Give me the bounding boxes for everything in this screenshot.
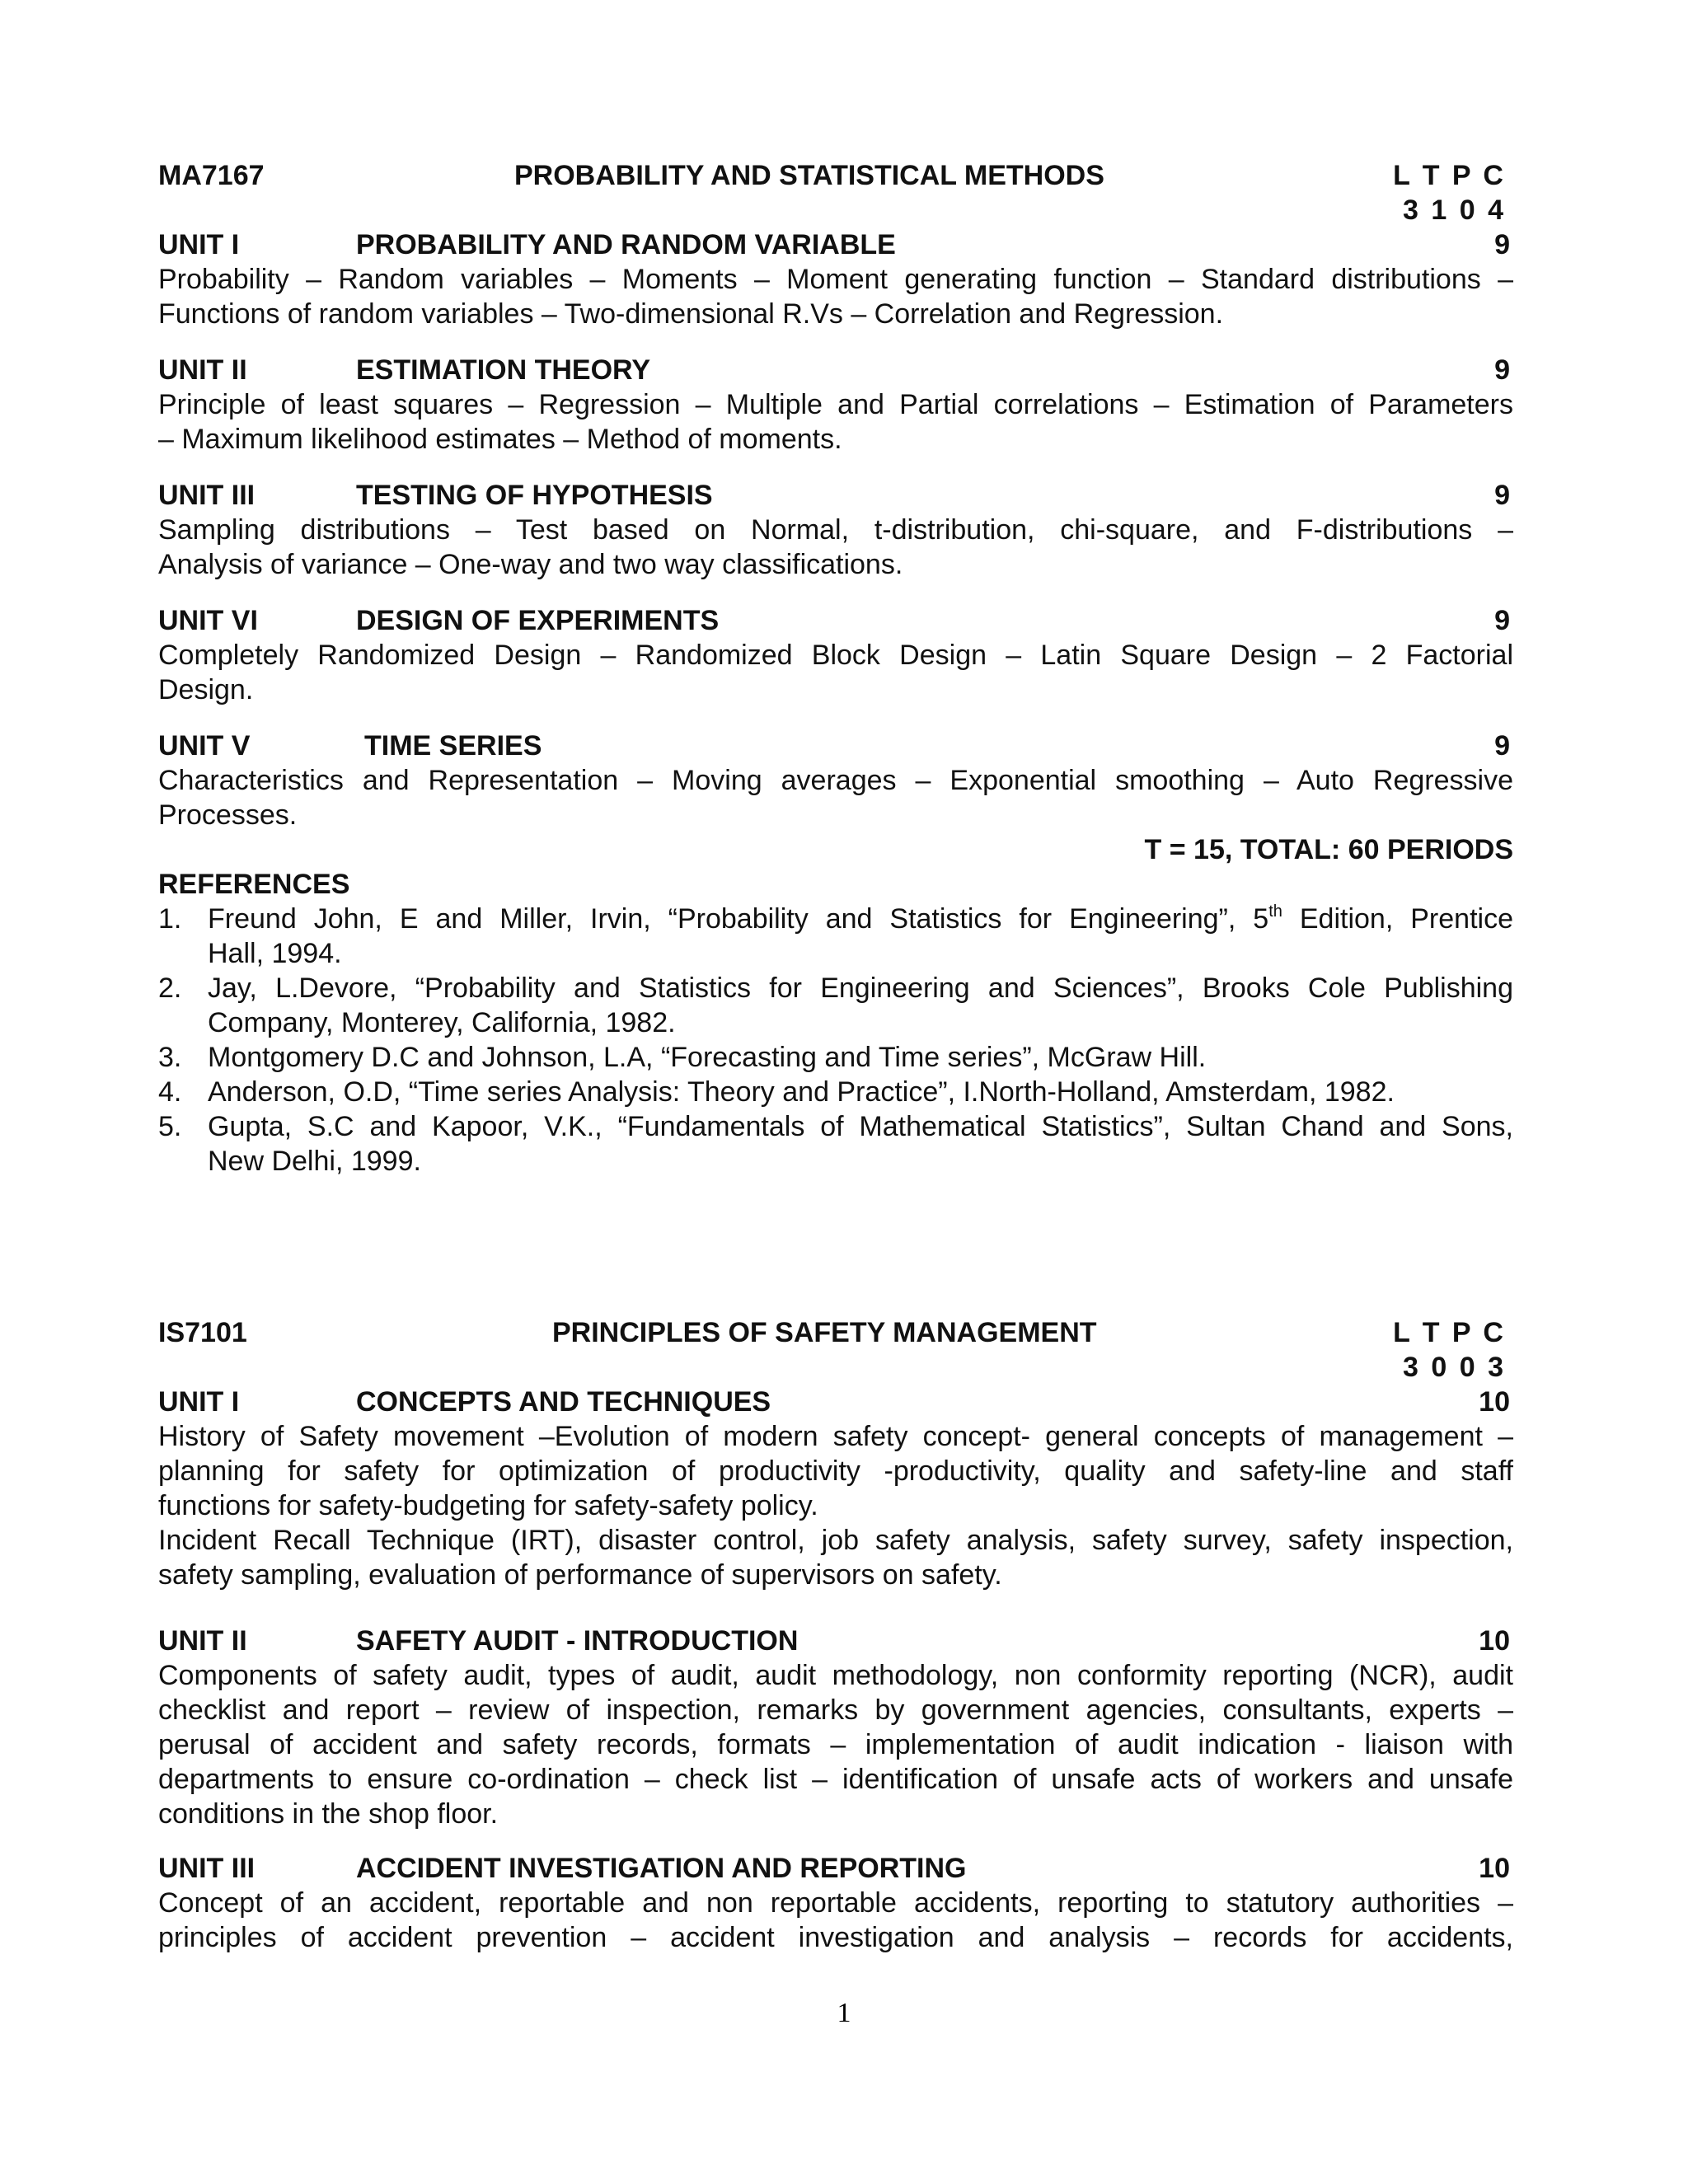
text-line: Characteristics and Representation – Moving averages – Exponential smoothing – Auto Regressive <box>158 765 1513 796</box>
unit-heading <box>158 478 1513 513</box>
unit-heading <box>158 729 1513 763</box>
unit-description <box>158 262 1513 331</box>
unit-title: PROBABILITY AND RANDOM VARIABLE <box>356 229 896 260</box>
unit-title: TIME SERIES <box>364 730 542 762</box>
reference-item <box>158 1109 1513 1179</box>
text-line: Analysis of variance – One-way and two way classifications. <box>158 549 903 580</box>
unit-code: UNIT II <box>158 354 247 386</box>
text-line: Completely Randomized Design – Randomized Block Design – Latin Square Design – 2 Factorial <box>158 640 1513 671</box>
reference-text: Freund John, E and Miller, Irvin, “Probability and Statistics for Engineering”, 5th Edition, Prentice <box>208 902 1513 935</box>
unit-hours: 9 <box>1494 354 1510 386</box>
unit-description <box>158 1886 1513 1955</box>
unit-description <box>158 387 1513 457</box>
reference-item <box>158 1040 1513 1075</box>
unit-title: DESIGN OF EXPERIMENTS <box>356 605 720 636</box>
text-line: safety sampling, evaluation of performance of supervisors on safety. <box>158 1559 1002 1591</box>
text-line: perusal of accident and safety records, formats – implementation of audit indication - liaison with <box>158 1729 1513 1760</box>
unit-title: ESTIMATION THEORY <box>356 354 650 386</box>
unit-hours: 9 <box>1494 605 1510 636</box>
reference-number: 1. <box>158 903 182 935</box>
unit-code: UNIT VI <box>158 605 258 636</box>
course-header <box>158 1315 1513 1350</box>
reference-text: Hall, 1994. <box>208 938 342 969</box>
unit-description <box>158 1658 1513 1831</box>
unit-heading <box>158 1851 1513 1886</box>
text-line: Functions of random variables – Two-dimensional R.Vs – Correlation and Regression. <box>158 298 1224 330</box>
text-line: departments to ensure co-ordination – check list – identification of unsafe acts of workers and unsafe <box>158 1764 1513 1795</box>
reference-text: New Delhi, 1999. <box>208 1146 421 1177</box>
ltpc-values: 3 0 0 3 <box>1403 1352 1503 1383</box>
unit-description <box>158 1419 1513 1592</box>
unit-code: UNIT V <box>158 730 251 762</box>
reference-item <box>158 971 1513 1040</box>
reference-text: Gupta, S.C and Kapoor, V.K., “Fundamentals of Mathematical Statistics”, Sultan Chand and Sons, <box>208 1111 1513 1142</box>
reference-number: 5. <box>158 1111 182 1142</box>
text-line: planning for safety for optimization of productivity -productivity, quality and safety-line and staff <box>158 1455 1513 1487</box>
course-header <box>158 158 1513 193</box>
unit-code: UNIT III <box>158 1853 256 1884</box>
unit-title: TESTING OF HYPOTHESIS <box>356 480 713 511</box>
unit-hours: 10 <box>1479 1625 1510 1657</box>
text-line: principles of accident prevention – accident investigation and analysis – records for accidents, <box>158 1922 1513 1953</box>
reference-item <box>158 1075 1513 1109</box>
ltpc-header: L T P C <box>1393 1317 1503 1348</box>
text-line: Design. <box>158 674 254 705</box>
references-list <box>158 902 1513 1179</box>
total-periods: T = 15, TOTAL: 60 PERIODS <box>1144 834 1513 865</box>
reference-text: Montgomery D.C and Johnson, L.A, “Forecasting and Time series”, McGraw Hill. <box>208 1042 1207 1073</box>
unit-heading <box>158 227 1513 262</box>
reference-number: 2. <box>158 972 182 1004</box>
unit-code: UNIT II <box>158 1625 247 1657</box>
unit-hours: 9 <box>1494 229 1510 260</box>
text-line: Incident Recall Technique (IRT), disaster control, job safety analysis, safety survey, safety inspection, <box>158 1525 1513 1556</box>
reference-text: Anderson, O.D, “Time series Analysis: Theory and Practice”, I.North-Holland, Amsterdam, 1982. <box>208 1076 1395 1108</box>
unit-heading <box>158 353 1513 387</box>
unit-code: UNIT I <box>158 1386 240 1418</box>
reference-number: 3. <box>158 1042 182 1073</box>
text-line: Processes. <box>158 799 298 831</box>
text-line: functions for safety-budgeting for safety-safety policy. <box>158 1490 818 1521</box>
text-line: Concept of an accident, reportable and non reportable accidents, reporting to statutory authorities – <box>158 1887 1513 1919</box>
unit-hours: 9 <box>1494 730 1510 762</box>
unit-heading <box>158 603 1513 638</box>
course-title: PROBABILITY AND STATISTICAL METHODS <box>514 160 1104 191</box>
course-code: MA7167 <box>158 160 265 191</box>
unit-title: CONCEPTS AND TECHNIQUES <box>356 1386 771 1418</box>
unit-code: UNIT I <box>158 229 240 260</box>
unit-heading <box>158 1624 1513 1658</box>
ltpc-values: 3 1 0 4 <box>1403 194 1503 226</box>
reference-text: Jay, L.Devore, “Probability and Statistics for Engineering and Sciences”, Brooks Cole Publishing <box>208 972 1513 1004</box>
unit-hours: 9 <box>1494 480 1510 511</box>
unit-hours: 10 <box>1479 1853 1510 1884</box>
references-heading: REFERENCES <box>158 869 350 900</box>
reference-item <box>158 902 1513 971</box>
text-line: checklist and report – review of inspection, remarks by government agencies, consultants, experts – <box>158 1694 1513 1726</box>
course-title: PRINCIPLES OF SAFETY MANAGEMENT <box>552 1317 1097 1348</box>
ltpc-header: L T P C <box>1393 160 1503 191</box>
text-line: Sampling distributions – Test based on Normal, t-distribution, chi-square, and F-distributions – <box>158 514 1513 546</box>
unit-hours: 10 <box>1479 1386 1510 1418</box>
text-line: Principle of least squares – Regression – Multiple and Partial correlations – Estimation of Parameters <box>158 389 1513 420</box>
reference-number: 4. <box>158 1076 182 1108</box>
unit-title: SAFETY AUDIT - INTRODUCTION <box>356 1625 799 1657</box>
text-line: conditions in the shop floor. <box>158 1798 499 1830</box>
reference-text: Company, Monterey, California, 1982. <box>208 1007 676 1038</box>
unit-heading <box>158 1385 1513 1419</box>
course-code: IS7101 <box>158 1317 247 1348</box>
text-line: – Maximum likelihood estimates – Method of moments. <box>158 424 842 455</box>
unit-title: ACCIDENT INVESTIGATION AND REPORTING <box>356 1853 967 1884</box>
unit-description <box>158 513 1513 582</box>
unit-code: UNIT III <box>158 480 256 511</box>
unit-description <box>158 763 1513 832</box>
unit-description <box>158 638 1513 707</box>
page-number: 1 <box>837 1998 851 2028</box>
text-line: Probability – Random variables – Moments – Moment generating function – Standard distributions – <box>158 264 1513 295</box>
text-line: Components of safety audit, types of audit, audit methodology, non conformity reporting (NCR), audit <box>158 1660 1513 1691</box>
text-line: History of Safety movement –Evolution of modern safety concept- general concepts of management – <box>158 1421 1513 1452</box>
